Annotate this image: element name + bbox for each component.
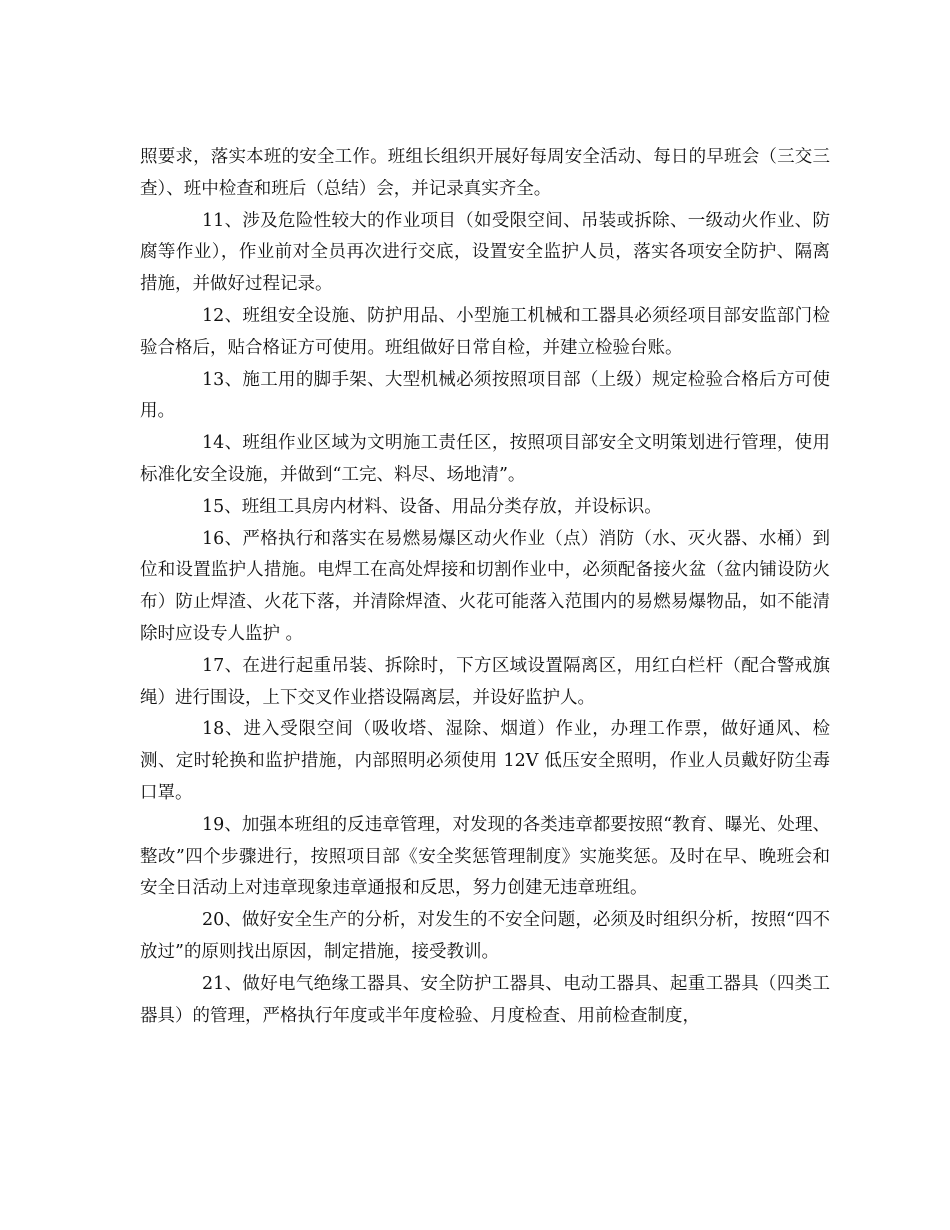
paragraph-item-12: 12、班组安全设施、防护用品、小型施工机械和工器具必须经项目部安监部门检验合格后，贴合格证方可使用。班组做好日常自检，并建立检验台账。 <box>140 305 830 358</box>
paragraph-item-21: 21、做好电气绝缘工器具、安全防护工器具、电动工器具、起重工器具（四类工器具）的管理，严格执行年度或半年度检验、月度检查、用前检查制度， <box>140 973 830 1026</box>
paragraph-item-11: 11、涉及危险性较大的作业项目（如受限空间、吊装或拆除、一级动火作业、防腐等作业），作业前对全员再次进行交底，设置安全监护人员，落实各项安全防护、隔离措施，并做好过程记录。 <box>140 210 830 295</box>
paragraph-item-14: 14、班组作业区域为文明施工责任区，按照项目部安全文明策划进行管理，使用标准化安全设施，并做到“工完、料尽、场地清”。 <box>140 433 830 485</box>
paragraph-continuation: 照要求，落实本班的安全工作。班组长组织开展好每周安全活动、每日的早班会（三交三查）、班中检查和班后（总结）会，并记录真实齐全。 <box>140 147 830 199</box>
paragraph-item-15: 15、班组工具房内材料、设备、用品分类存放，并设标识。 <box>202 496 662 517</box>
paragraph-item-18: 18、进入受限空间（吸收塔、湿除、烟道）作业，办理工作票，做好通风、检测、定时轮换和监护措施，内部照明必须使用 12V 低压安全照明，作业人员戴好防尘毒口罩。 <box>140 719 830 803</box>
paragraph-item-20: 20、做好安全生产的分析，对发生的不安全问题，必须及时组织分析，按照“四不放过”的原则找出原因，制定措施，接受教训。 <box>140 910 830 962</box>
paragraph-item-16: 16、严格执行和落实在易燃易爆区动火作业（点）消防（水、灭火器、水桶）到位和设置监护人措施。电焊工在高处焊接和切割作业中，必须配备接火盆（盆内铺设防火布）防止焊渣、火花下落，并清除焊渣、火花可能落入范围内的易燃易爆物品，如不能清除时应设专人监护 。 <box>140 528 830 644</box>
paragraph-item-19: 19、加强本班组的反违章管理，对发现的各类违章都要按照“教育、曝光、处理、整改”四个步骤进行，按照项目部《安全奖惩管理制度》实施奖惩。及时在早、晚班会和安全日活动上对违章现象违章通报和反思，努力创建无违章班组。 <box>140 814 830 899</box>
paragraph-item-13: 13、施工用的脚手架、大型机械必须按照项目部（上级）规定检验合格后方可使用。 <box>140 369 830 422</box>
paragraph-item-17: 17、在进行起重吊装、拆除时，下方区域设置隔离区，用红白栏杆（配合警戒旗绳）进行围设，上下交叉作业搭设隔离层，并设好监护人。 <box>140 655 830 708</box>
document-body <box>140 142 830 1032</box>
